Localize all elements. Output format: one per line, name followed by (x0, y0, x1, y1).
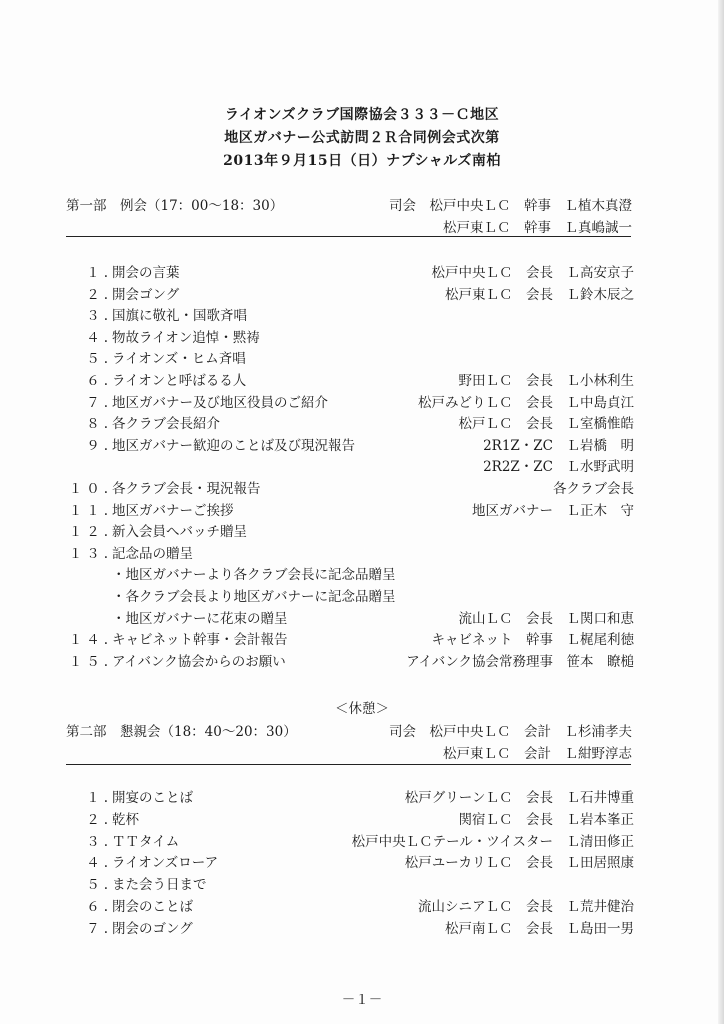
list-item (0, 455, 724, 475)
item-number: ６. (86, 899, 112, 915)
item-number: ３. (86, 308, 112, 325)
list-item (0, 412, 724, 432)
item-text: 閉会のゴング (112, 920, 193, 937)
document-title-line3: 2013年９月15日（日）ナプシャルズ南柏 (223, 153, 501, 169)
list-item (0, 786, 724, 806)
item-text: キャビネット幹事・会計報告 (112, 632, 288, 649)
part2-title: 第二部 懇親会（18：40～20：30） (66, 724, 297, 740)
item-responsible: 流山ＬＣ 会長 Ｌ関口和恵 (458, 610, 634, 627)
item-number: ４. (86, 329, 112, 346)
item-number: １５. (68, 653, 112, 670)
part1-title: 第一部 例会（17：00～18：30） (66, 198, 284, 214)
list-item (0, 499, 724, 519)
list-item (0, 563, 724, 583)
item-responsible: 各クラブ会長 (553, 481, 634, 497)
list-item (0, 369, 724, 389)
item-text: 乾杯 (112, 811, 139, 828)
list-item (0, 391, 724, 411)
item-text: 記念品の贈呈 (112, 545, 193, 562)
item-number: １. (86, 790, 112, 806)
item-text: 各クラブ会長紹介 (112, 416, 220, 433)
item-number: １４. (68, 632, 112, 649)
item-number: ６. (86, 373, 112, 389)
item-number: ２. (86, 811, 112, 828)
list-item (0, 477, 724, 497)
list-item (0, 520, 724, 540)
item-responsible: 地区ガバナー Ｌ正木 守 (472, 502, 634, 519)
part1-mc-primary: 司会 松戸中央ＬＣ 幹事 Ｌ植木真澄 (389, 198, 632, 214)
part2-mc-secondary: 松戸東ＬＣ 会計 Ｌ紺野淳志 (443, 746, 632, 762)
item-text: ライオンと呼ばるる人 (112, 373, 247, 389)
item-number: ２. (86, 286, 112, 303)
item-responsible: 松戸ＬＣ 会長 Ｌ室橋惟皓 (458, 416, 634, 433)
item-text: ・各クラブ会長より地区ガバナーに記念品贈呈 (112, 589, 396, 605)
list-item (0, 895, 724, 915)
item-text: 地区ガバナーご挨拶 (112, 502, 234, 519)
part1-divider (66, 236, 631, 237)
item-responsible: 松戸中央ＬＣテール・ツイスター Ｌ清田修正 (351, 833, 634, 850)
part2-divider (66, 764, 631, 765)
item-text: ライオンズローア (112, 855, 219, 872)
page-number: －１－ (341, 992, 383, 1008)
item-number: １０. (68, 481, 112, 497)
item-responsible: 関宿ＬＣ 会長 Ｌ岩本峯正 (458, 811, 634, 828)
item-text: 新入会員へバッチ贈呈 (112, 524, 247, 541)
item-text: 地区ガバナー歓迎のことば及び現況報告 (112, 437, 355, 454)
part2-mc-primary: 司会 松戸中央ＬＣ 会計 Ｌ杉浦孝夫 (389, 724, 632, 740)
item-number: ４. (86, 855, 112, 872)
document-title-line2: 地区ガバナー公式訪問２Ｒ合同例会式次第 (224, 130, 500, 146)
item-text: 地区ガバナー及び地区役員のご紹介 (112, 394, 328, 411)
item-responsible: 流山シニアＬＣ 会長 Ｌ荒井健治 (418, 899, 634, 915)
item-number: ７. (86, 394, 112, 411)
list-item (0, 628, 724, 648)
part1-mc-secondary: 松戸東ＬＣ 幹事 Ｌ真嶋誠一 (443, 220, 632, 236)
document-title-line1: ライオンズクラブ国際協会３３３－Ｃ地区 (224, 107, 500, 123)
item-responsible: キャビネット 幹事 Ｌ梶尾利徳 (431, 632, 634, 649)
item-responsible: 松戸中央ＬＣ 会長 Ｌ高安京子 (431, 265, 634, 281)
item-responsible: 2R1Z・ZC Ｌ岩橋 明 (483, 437, 634, 454)
list-item (0, 830, 724, 850)
item-responsible: 松戸南ＬＣ 会長 Ｌ島田一男 (445, 920, 634, 937)
item-responsible: 松戸みどりＬＣ 会長 Ｌ中島貞江 (418, 394, 634, 411)
list-item (0, 347, 724, 367)
item-text: 国旗に敬礼・国歌斉唱 (112, 308, 247, 325)
item-responsible: 野田ＬＣ 会長 Ｌ小林利生 (458, 373, 634, 389)
item-text: 閉会のことば (112, 899, 193, 915)
item-number: ５. (86, 877, 112, 894)
item-text: ＴＴタイム (112, 833, 180, 850)
item-text: 開宴のことば (112, 790, 193, 806)
list-item (0, 808, 724, 828)
list-item (0, 542, 724, 562)
item-responsible: アイバンク協会常務理事 笹本 瞭槌 (406, 653, 634, 670)
item-text: 物故ライオン追悼・黙祷 (112, 329, 260, 346)
item-number: ９. (86, 437, 112, 454)
list-item (0, 607, 724, 627)
item-number: ７. (86, 920, 112, 937)
list-item (0, 851, 724, 871)
item-responsible: 2R2Z・ZC Ｌ水野武明 (483, 459, 634, 476)
item-number: １１. (68, 502, 112, 519)
item-responsible: 松戸東ＬＣ 会長 Ｌ鈴木辰之 (445, 286, 634, 303)
item-number: ５. (86, 351, 112, 368)
break-label: ＜休憩＞ (335, 701, 389, 717)
item-text: 開会ゴング (112, 286, 180, 303)
item-text: ・地区ガバナーより各クラブ会長に記念品贈呈 (112, 567, 396, 584)
item-number: ８. (86, 416, 112, 433)
item-text: アイバンク協会からのお願い (112, 653, 286, 670)
item-number: ３. (86, 833, 112, 850)
item-text: 開会の言葉 (112, 265, 180, 281)
item-text: また会う日まで (112, 877, 207, 894)
item-number: １２. (68, 524, 112, 541)
list-item (0, 917, 724, 937)
list-item (0, 283, 724, 303)
list-item (0, 304, 724, 324)
item-text: ライオンズ・ヒム斉唱 (112, 351, 246, 368)
item-responsible: 松戸グリーンＬＣ 会長 Ｌ石井博重 (404, 790, 634, 806)
list-item (0, 261, 724, 281)
item-text: 各クラブ会長・現況報告 (112, 481, 261, 497)
item-responsible: 松戸ユーカリＬＣ 会長 Ｌ田居照康 (404, 855, 634, 872)
list-item (0, 585, 724, 605)
item-number: １. (86, 265, 112, 281)
list-item (0, 326, 724, 346)
list-item (0, 873, 724, 893)
list-item (0, 650, 724, 670)
list-item (0, 434, 724, 454)
item-number: １３. (68, 545, 112, 562)
item-text: ・地区ガバナーに花束の贈呈 (112, 610, 288, 627)
